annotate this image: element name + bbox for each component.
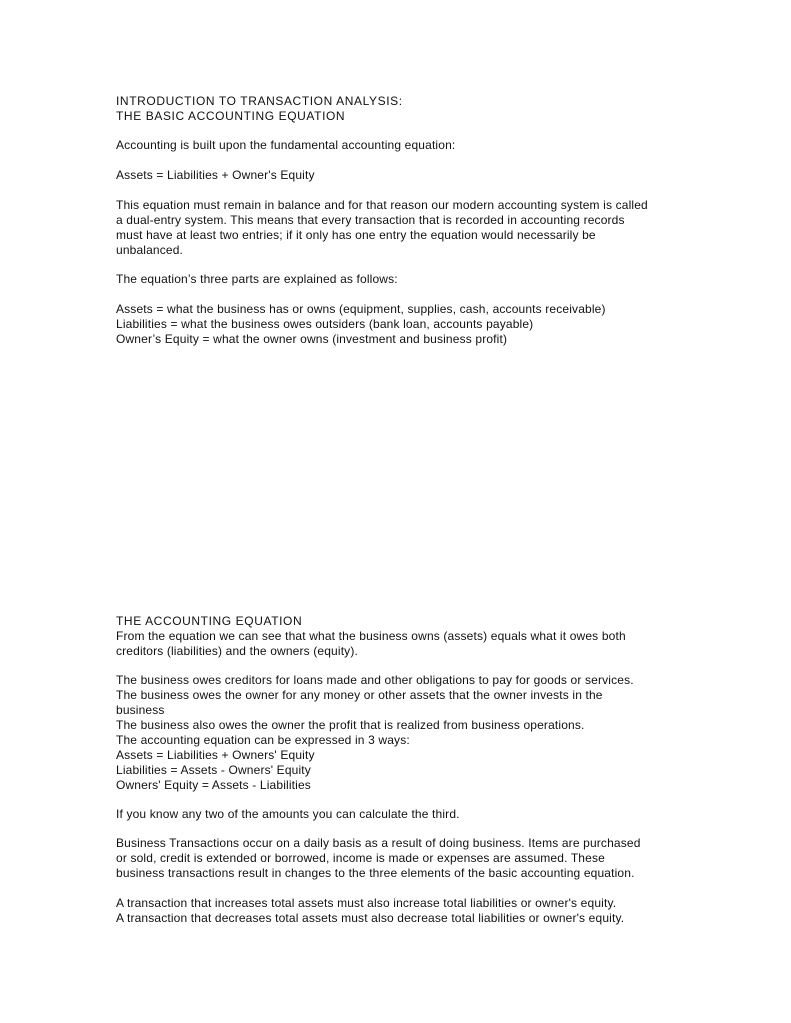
paragraph-line: creditors (liabilities) and the owners (equity). [116,644,358,658]
list-item: Assets = what the business has or owns (equipment, supplies, cash, accounts receivable) [116,302,606,316]
paragraph-line: If you know any two of the amounts you can calculate the third. [116,807,460,821]
paragraph-line: business transactions result in changes to the three elements of the basic accounting equation. [116,866,635,880]
paragraph-line: Assets = Liabilities + Owner's Equity [116,168,315,182]
know-two-paragraph [116,807,676,822]
section2-heading: THE ACCOUNTING EQUATION [116,614,303,628]
paragraph-line: Business Transactions occur on a daily basis as a result of doing business. Items are purchased [116,836,641,850]
paragraph-line: must have at least two entries; if it only has one entry the equation would necessarily be [116,228,596,242]
equation-paragraph [116,168,676,183]
paragraph-line: A transaction that decreases total assets must also decrease total liabilities or owner's equity. [116,911,625,925]
paragraph-line: The accounting equation can be expressed in 3 ways: [116,733,410,747]
paragraph-line: The business also owes the owner the profit that is realized from business operations. [116,718,585,732]
paragraph-line: The equation’s three parts are explained as follows: [116,272,398,286]
paragraph-line: business [116,703,165,717]
paragraph-line: The business owes creditors for loans made and other obligations to pay for goods or services. [116,673,634,687]
paragraph-line: Accounting is built upon the fundamental accounting equation: [116,138,456,152]
rules-paragraph [116,896,676,926]
paragraph-line: Liabilities = Assets - Owners' Equity [116,763,311,777]
transactions-paragraph [116,836,676,881]
paragraph-line: unbalanced. [116,243,184,257]
paragraph-line: This equation must remain in balance and for that reason our modern accounting system is called [116,198,648,212]
list-item: Liabilities = what the business owes outsiders (bank loan, accounts payable) [116,317,534,331]
paragraph-line: A transaction that increases total assets must also increase total liabilities or owner's equity. [116,896,617,910]
owes-paragraph [116,673,676,793]
section1-heading [116,94,676,124]
heading-line: INTRODUCTION TO TRANSACTION ANALYSIS: [116,94,403,108]
parts-list [116,302,676,347]
paragraph-line: From the equation we can see that what the business owns (assets) equals what it owes both [116,629,626,643]
paragraph-line: Assets = Liabilities + Owners' Equity [116,748,315,762]
parts-intro-paragraph [116,272,676,287]
balance-paragraph [116,198,676,258]
section2-block-from [116,614,676,659]
intro-paragraph [116,138,676,153]
paragraph-line: Owners' Equity = Assets - Liabilities [116,778,311,792]
paragraph-line: or sold, credit is extended or borrowed, income is made or expenses are assumed. These [116,851,605,865]
paragraph-line: a dual-entry system. This means that every transaction that is recorded in accounting records [116,213,625,227]
paragraph-line: The business owes the owner for any money or other assets that the owner invests in the [116,688,603,702]
heading-line: THE BASIC ACCOUNTING EQUATION [116,109,346,123]
list-item: Owner’s Equity = what the owner owns (investment and business profit) [116,332,508,346]
